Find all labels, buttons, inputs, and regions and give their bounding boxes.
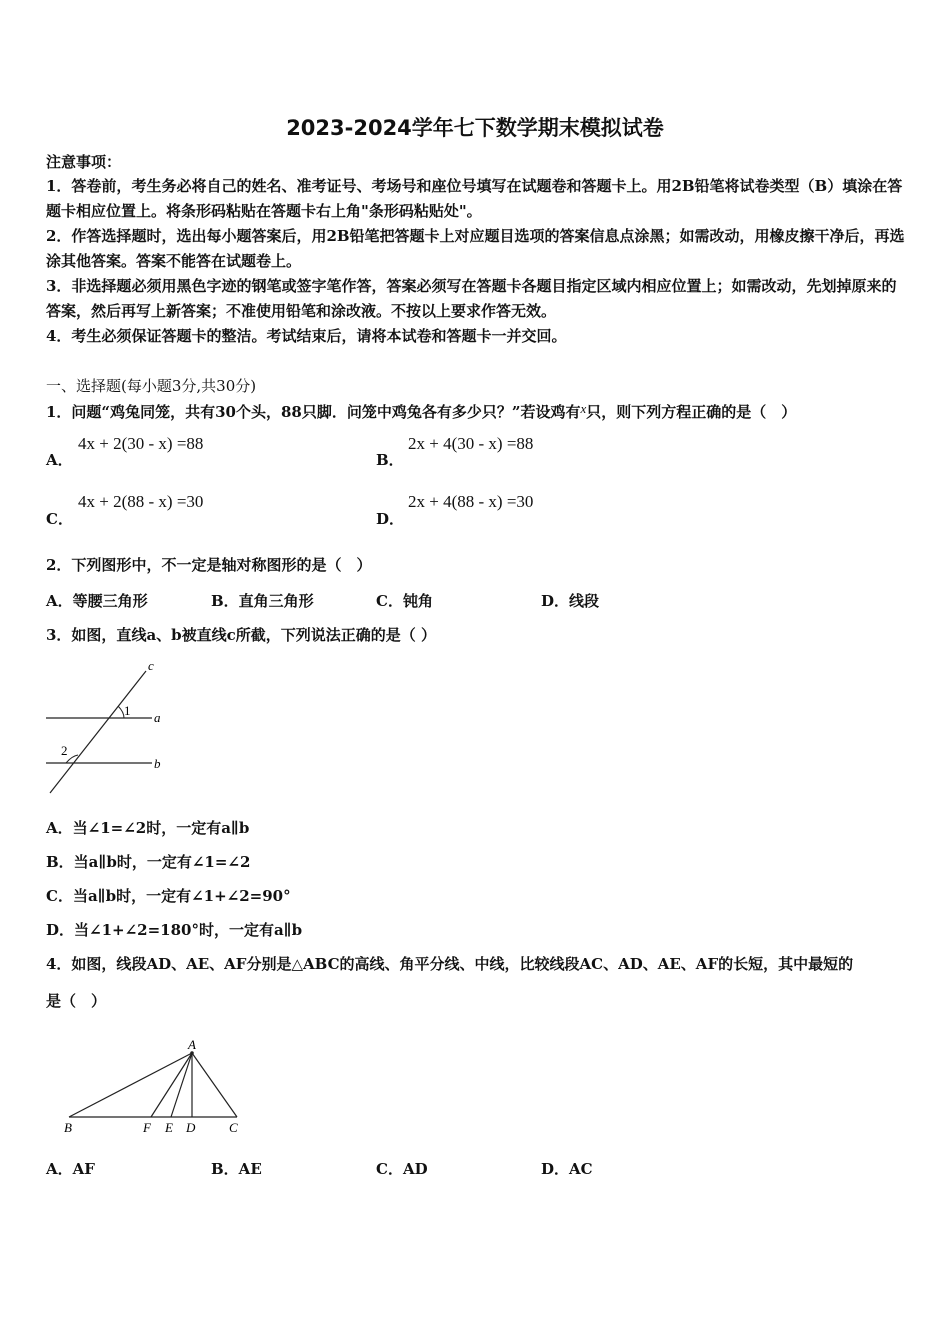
- label-A: A: [188, 1037, 196, 1052]
- q1-option-a-label: A．: [46, 451, 73, 469]
- q2-option-c: C．钝角: [376, 592, 433, 610]
- q3-stem: 3．如图，直线a、b被直线c所截，下列说法正确的是（ ）: [46, 626, 437, 644]
- notice-item-1: 1．答卷前，考生务必将自己的姓名、准考证号、考场号和座位号填写在试题卷和答题卡上。用2B铅笔将试卷类型（B）填涂在答题卡相应位置上。将条形码粘贴在答题卡右上角"条形码粘贴处"。: [46, 177, 903, 220]
- q2-option-a: A．等腰三角形: [46, 592, 148, 610]
- label-F: F: [143, 1120, 151, 1135]
- label-E: E: [165, 1120, 173, 1135]
- q1-stem-variable: x: [580, 401, 587, 416]
- notice-item-4: 4．考生必须保证答题卡的整洁。考试结束后，请将本试卷和答题卡一并交回。: [46, 327, 567, 345]
- page-title: 2023-2024学年七下数学期末模拟试卷: [286, 116, 664, 140]
- notice-heading: 注意事项：: [46, 153, 122, 171]
- label-B: B: [64, 1120, 72, 1135]
- q1-option-c-expr: 4x + 2(88 - x) =30: [78, 492, 204, 511]
- q4-option-c: C．AD: [376, 1160, 428, 1178]
- q4-stem-line2: 是（ ）: [46, 992, 107, 1010]
- q1-option-a-expr: 4x + 2(30 - x) =88: [78, 434, 204, 453]
- q1-stem: [46, 401, 796, 422]
- notice-item-2: 2．作答选择题时，选出每小题答案后，用2B铅笔把答题卡上对应题目选项的答案信息点涂黑；如需改动，用橡皮擦干净后，再选涂其他答案。答案不能答在试题卷上。: [46, 227, 905, 270]
- segment-ac: [192, 1053, 237, 1117]
- q4-option-d: D．AC: [541, 1160, 593, 1178]
- q4-option-b: B．AE: [211, 1160, 262, 1178]
- segment-af: [151, 1053, 192, 1117]
- q4-stem-line1: 4．如图，线段AD、AE、AF分别是△ABC的高线、角平分线、中线，比较线段AC、AD、AE、AF的长短，其中最短的: [46, 955, 854, 973]
- q3-figure: [40, 655, 180, 800]
- q1-option-b-expr: 2x + 4(30 - x) =88: [408, 434, 534, 453]
- q2-option-b: B．直角三角形: [211, 592, 314, 610]
- q4-figure: [55, 1035, 255, 1140]
- label-D: D: [186, 1120, 196, 1135]
- q1-stem-part1: 1．问题“鸡兔同笼，共有30个头，88只脚．问笼中鸡兔各有多少只？”若设鸡有: [46, 403, 581, 421]
- label-C: C: [229, 1120, 238, 1135]
- q3-option-c: C．当a∥b时，一定有∠1+∠2=90°: [46, 887, 291, 905]
- q1-option-b-label: B．: [376, 451, 404, 469]
- label-b: b: [154, 756, 161, 771]
- label-c: c: [148, 658, 154, 673]
- label-a: a: [154, 710, 161, 725]
- q1-option-d-label: D．: [376, 510, 405, 528]
- q3-option-d: D．当∠1+∠2=180°时，一定有a∥b: [46, 921, 303, 939]
- q3-option-b: B．当a∥b时，一定有∠1=∠2: [46, 853, 251, 871]
- section-heading: 一、选择题(每小题3分,共30分): [46, 377, 257, 395]
- notice-item-3: 3．非选择题必须用黑色字迹的钢笔或签字笔作答，答案必须写在答题卡各题目指定区域内相应位置上；如需改动，先划掉原来的答案，然后再写上新答案；不准使用铅笔和涂改液。不按以上要求作答无效。: [46, 277, 897, 320]
- label-angle-2: 2: [61, 743, 68, 758]
- q1-option-c-label: C．: [46, 510, 73, 528]
- q2-stem: 2．下列图形中，不一定是轴对称图形的是（ ）: [46, 556, 372, 574]
- q3-option-a: A．当∠1=∠2时，一定有a∥b: [46, 819, 250, 837]
- q2-option-d: D．线段: [541, 592, 600, 610]
- q4-option-a: A．AF: [46, 1160, 95, 1178]
- q1-option-d-expr: 2x + 4(88 - x) =30: [408, 492, 534, 511]
- q1-stem-part2: 只，则下列方程正确的是（ ）: [586, 403, 797, 421]
- label-angle-1: 1: [124, 703, 131, 718]
- line-c: [50, 671, 146, 793]
